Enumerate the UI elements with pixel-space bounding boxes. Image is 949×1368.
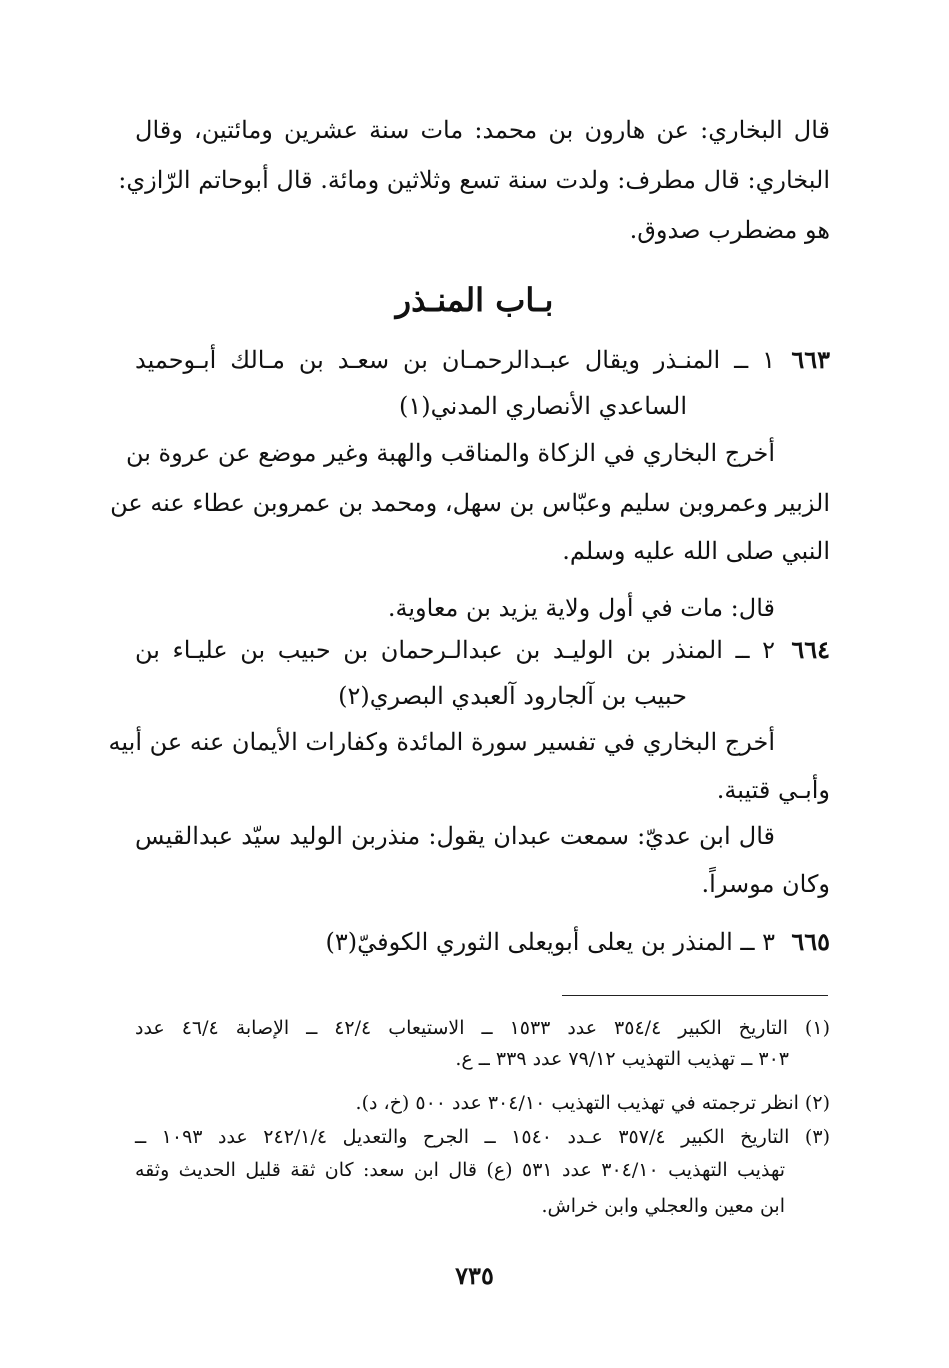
entry-heading-line: حبيب بن آلجارود آلعبدي البصري(٢) bbox=[338, 682, 687, 710]
footnote-line: ٣٠٣ ــ تهذيب التهذيب ٧٩/١٢ عدد ٣٣٩ ــ ع. bbox=[455, 1048, 789, 1070]
text-line: أخرج البخاري في تفسير سورة المائدة وكفارات الأيمان عنه عن أبيه bbox=[108, 728, 775, 756]
text-line: وكان موسراً. bbox=[701, 870, 830, 898]
footnote-line: (٢) انظر ترجمته في تهذيب التهذيب ٣٠٤/١٠ عدد ٥٠٠ (خ، د). bbox=[355, 1092, 830, 1114]
footnote-line: تهذيب التهذيب ٣٠٤/١٠ عدد ٥٣١ (ع) قال ابن سعد: كان ثقة قليل الحديث وثقه bbox=[135, 1159, 785, 1181]
footnote-separator bbox=[562, 995, 828, 996]
entry-number: ٦٦٤ bbox=[791, 635, 830, 664]
entry-number: ٦٦٥ bbox=[791, 927, 830, 956]
page-number: ٧٣٥ bbox=[455, 1261, 494, 1290]
text-line: الزبير وعمروبن سليم وعبّاس بن سهل، ومحمد بن عمروبن عطاء عنه عن bbox=[110, 489, 830, 517]
footnote-line: (٣) التاريخ الكبير ٣٥٧/٤ عـدد ١٥٤٠ ــ الجرح والتعديل ٢٤٢/١/٤ عدد ١٠٩٣ ــ bbox=[135, 1126, 830, 1148]
text-line: النبي صلى الله عليه وسلم. bbox=[562, 537, 830, 565]
text-line: هو مضطرب صدوق. bbox=[629, 216, 830, 244]
text-line: أخرج البخاري في الزكاة والمناقب والهبة وغير موضع عن عروة بن bbox=[125, 439, 775, 467]
footnote-line: ابن معين والعجلي وابن خراش. bbox=[541, 1195, 785, 1217]
entry-heading-line: الساعدي الأنصاري المدني(١) bbox=[399, 392, 687, 420]
footnote-line: (١) التاريخ الكبير ٣٥٤/٤ عدد ١٥٣٣ ــ الاستيعاب ٤٢/٤ ــ الإصابة ٤٦/٤ عدد bbox=[135, 1017, 830, 1039]
text-line: قال البخاري: عن هارون بن محمد: مات سنة عشرين ومائتين، وقال bbox=[135, 116, 830, 144]
entry-heading-line: ١ ــ المنـذر ويقال عبـدالرحمـان بن سعـد بن مـالك أبـوحميد bbox=[135, 346, 775, 374]
text-line: وأبـي قتيبة. bbox=[716, 776, 830, 804]
entry-heading-line: ٢ ــ المنذر بن الوليـد بن عبدالـرحمان بن حبيب بن عليـاء بن bbox=[135, 636, 775, 664]
entry-heading-line: ٣ ــ المنذر بن يعلى أبويعلى الثوري الكوفيّ(٣) bbox=[325, 928, 775, 956]
chapter-title: بـاب المنـذر bbox=[395, 281, 554, 319]
text-line: قال: مات في أول ولاية يزيد بن معاوية. bbox=[387, 594, 775, 622]
entry-number: ٦٦٣ bbox=[791, 345, 830, 374]
text-line: البخاري: قال مطرف: ولدت سنة تسع وثلاثين ومائة. قال أبوحاتم الرّازي: bbox=[118, 166, 830, 194]
text-line: قال ابن عديّ: سمعت عبدان يقول: منذربن الوليد سيّد عبدالقيس bbox=[135, 822, 775, 850]
